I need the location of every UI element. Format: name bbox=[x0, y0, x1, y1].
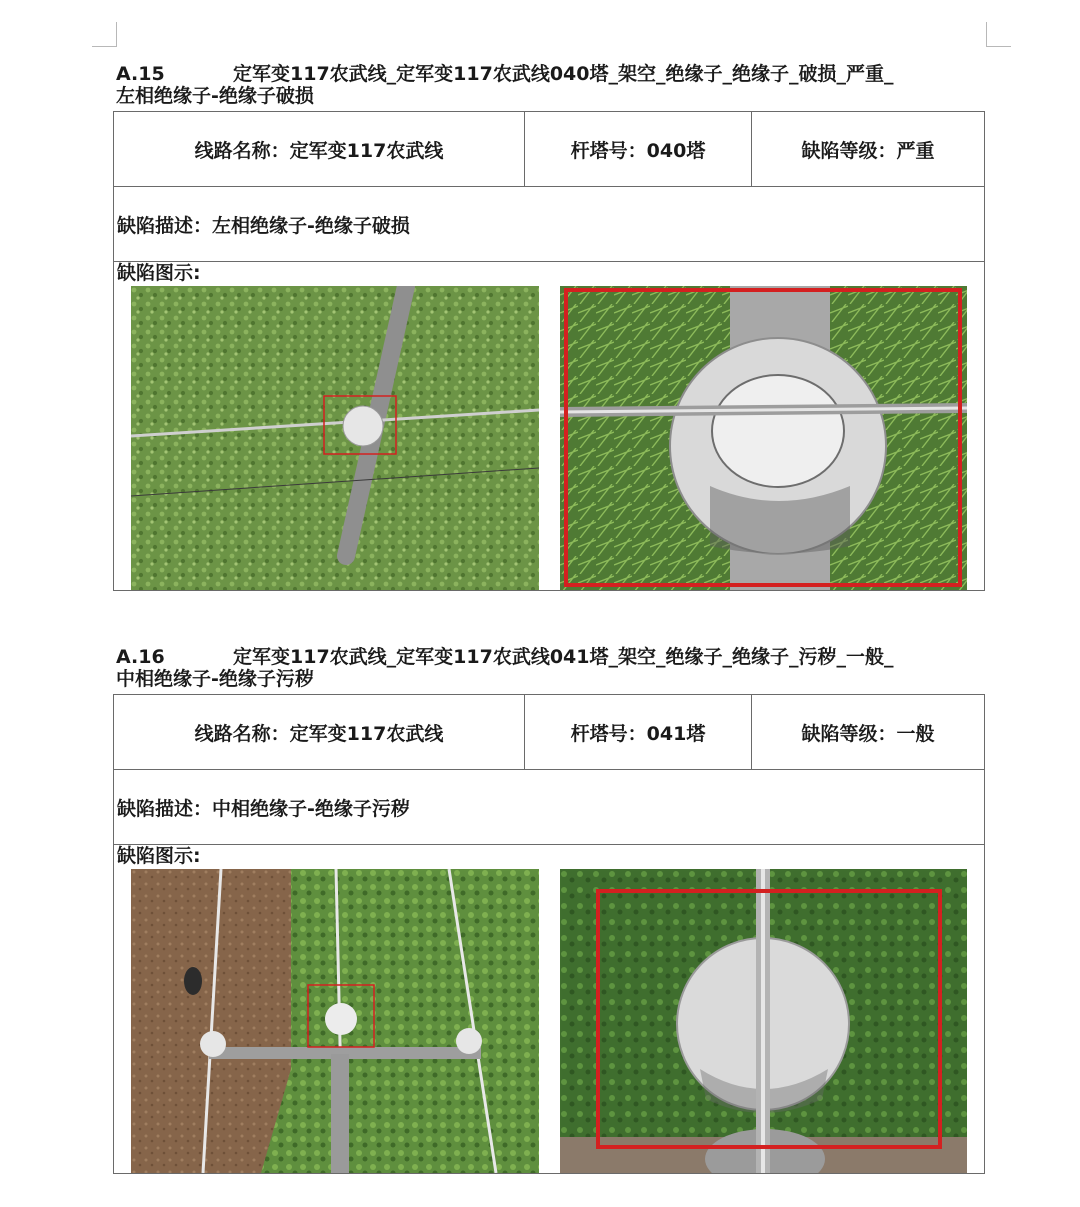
tower-number-cell: 杆塔号：040塔 bbox=[525, 112, 752, 186]
closeup-photo bbox=[560, 869, 967, 1173]
section-number: A.15 bbox=[116, 63, 165, 85]
images-row bbox=[114, 262, 984, 590]
tower-number-cell: 杆塔号：041塔 bbox=[525, 695, 752, 769]
section-number: A.16 bbox=[116, 646, 165, 668]
section-title-line2: 左相绝缘子-绝缘子破损 bbox=[116, 85, 314, 107]
defect-images-label: 缺陷图示: bbox=[117, 262, 201, 284]
info-row bbox=[114, 695, 984, 770]
defect-images-label: 缺陷图示: bbox=[117, 845, 201, 867]
defect-table bbox=[113, 694, 985, 1174]
section-title-line2: 中相绝缘子-绝缘子污秽 bbox=[116, 668, 314, 690]
defect-table bbox=[113, 111, 985, 591]
closeup-photo bbox=[560, 286, 967, 590]
crop-mark-top-left bbox=[92, 22, 117, 47]
info-row bbox=[114, 112, 984, 187]
line-name-cell: 线路名称：定军变117农武线 bbox=[114, 695, 525, 769]
images-row bbox=[114, 845, 984, 1173]
description-row bbox=[114, 770, 984, 845]
line-name-cell: 线路名称：定军变117农武线 bbox=[114, 112, 525, 186]
defect-description: 缺陷描述：左相绝缘子-绝缘子破损 bbox=[117, 214, 410, 237]
section-heading bbox=[116, 63, 985, 107]
defect-section-a16 bbox=[113, 646, 985, 1174]
overview-photo bbox=[131, 869, 539, 1173]
defect-level-cell: 缺陷等级：一般 bbox=[801, 722, 935, 745]
overview-photo bbox=[131, 286, 539, 590]
defect-level-cell: 缺陷等级：严重 bbox=[801, 139, 935, 162]
section-title-line1: 定军变117农武线_定军变117农武线041塔_架空_绝缘子_绝缘子_污秽_一般_ bbox=[233, 646, 894, 668]
crop-mark-top-right bbox=[986, 22, 1011, 47]
section-heading bbox=[116, 646, 985, 690]
description-row bbox=[114, 187, 984, 262]
defect-section-a15 bbox=[113, 63, 985, 591]
section-title-line1: 定军变117农武线_定军变117农武线040塔_架空_绝缘子_绝缘子_破损_严重_ bbox=[233, 63, 894, 85]
defect-description: 缺陷描述：中相绝缘子-绝缘子污秽 bbox=[117, 797, 410, 820]
